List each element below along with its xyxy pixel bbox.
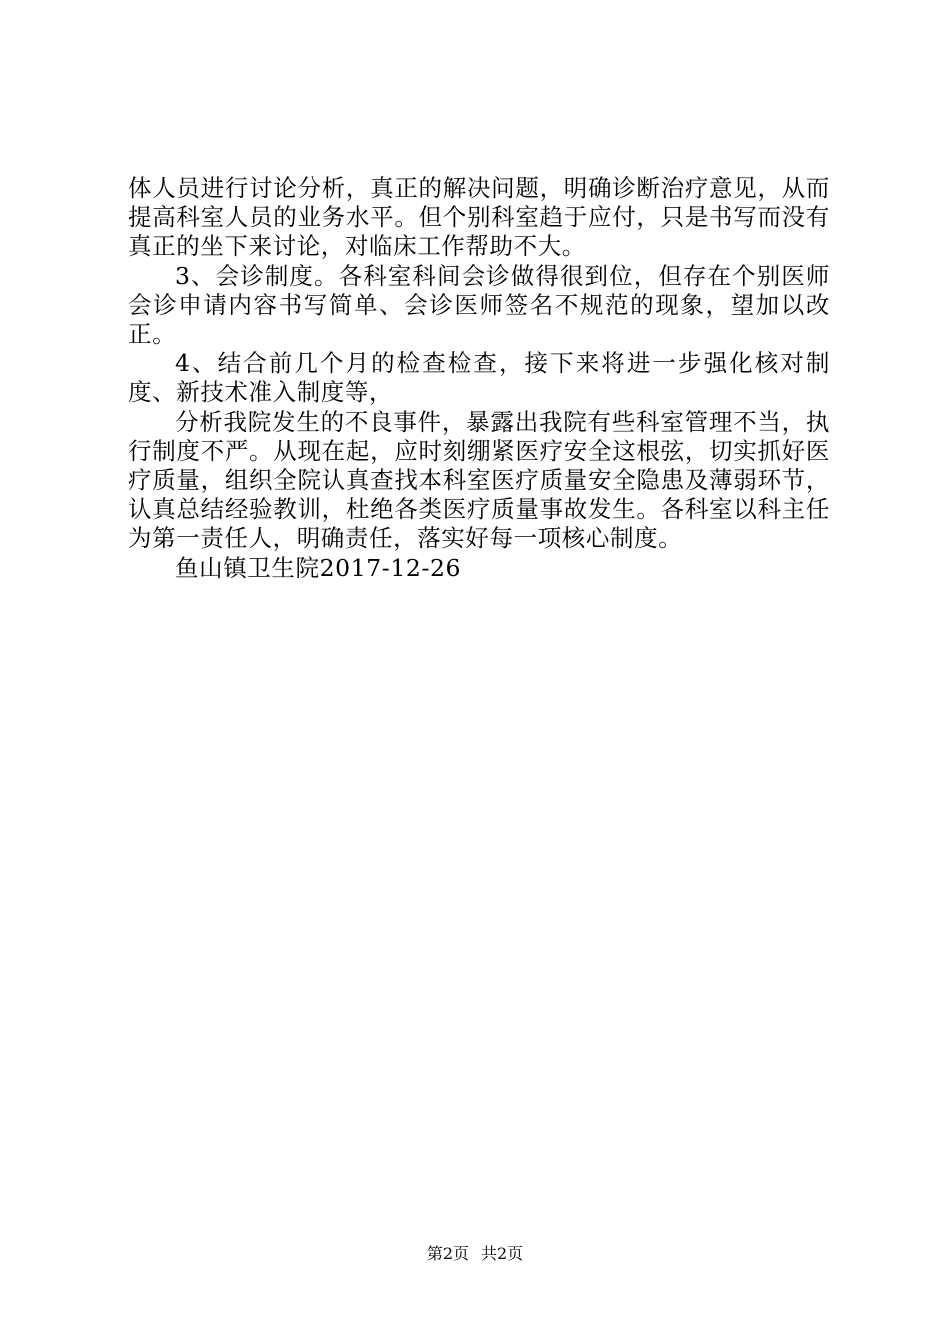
paragraph-consultation-system: 3、会诊制度。各科室科间会诊做得很到位，但存在个别医师会诊申请内容书写简单、会诊医师签名不规范的现象，望加以改正。	[128, 261, 830, 349]
page-total: 共2页	[481, 1244, 524, 1263]
paragraph-next-steps: 4、结合前几个月的检查检查，接下来将进一步强化核对制度、新技术准入制度等，	[128, 349, 830, 407]
page-footer	[0, 1244, 950, 1264]
paragraph-adverse-events: 分析我院发生的不良事件，暴露出我院有些科室管理不当，执行制度不严。从现在起，应时刻绷紧医疗安全这根弦，切实抓好医疗质量，组织全院认真查找本科室医疗质量安全隐患及薄弱环节，认真总结经验教训，杜绝各类医疗质量事故发生。各科室以科主任为第一责任人，明确责任，落实好每一项核心制度。	[128, 407, 830, 553]
paragraph-continuation: 体人员进行讨论分析，真正的解决问题，明确诊断治疗意见，从而提高科室人员的业务水平。但个别科室趋于应付，只是书写而没有真正的坐下来讨论，对临床工作帮助不大。	[128, 174, 830, 261]
signature-line: 鱼山镇卫生院2017-12-26	[175, 553, 462, 582]
page-number: 第2页	[426, 1244, 469, 1263]
document-body	[128, 174, 830, 583]
